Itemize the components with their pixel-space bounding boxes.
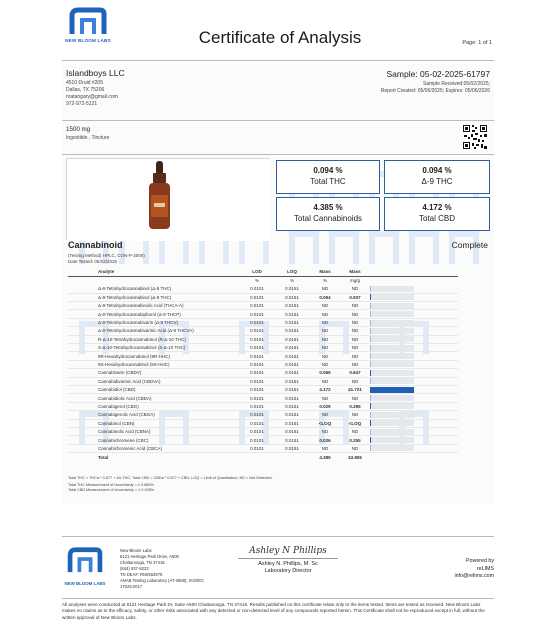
client-name: Islandboys LLC <box>66 68 125 78</box>
total-mg: 43.855 <box>348 454 362 460</box>
footer-logo-text: NEW BLOOM LABS <box>64 581 106 586</box>
loq-cell: 0.0151 <box>274 394 310 402</box>
table-row <box>68 385 458 393</box>
loq-cell: 0.0151 <box>274 310 310 318</box>
level-bar <box>370 345 371 351</box>
level-bar-bg <box>370 437 414 443</box>
table-total-row <box>68 453 458 461</box>
loq-cell: 0.0151 <box>274 285 310 293</box>
level-bar-bg <box>370 286 414 292</box>
analyte-cell: 9R-Hexahydrocannabinol (9R-HHC) <box>68 352 240 360</box>
table-row <box>68 344 458 352</box>
loq-cell: 0.0151 <box>274 402 310 410</box>
loq-cell: 0.0151 <box>274 427 310 435</box>
mass-mg-cell: 0.255 <box>340 436 370 444</box>
col-loq: LOQ <box>274 268 310 276</box>
level-bar-bg <box>370 303 414 309</box>
loq-cell: 0.0151 <box>274 344 310 352</box>
col-analyte: Analyte <box>68 268 240 276</box>
table-row <box>68 419 458 427</box>
level-bar <box>370 403 371 409</box>
loq-cell: 0.0151 <box>274 411 310 419</box>
signature-line <box>238 558 338 559</box>
powered-by-name: reLIMS <box>476 565 494 572</box>
loq-cell: 0.0151 <box>274 293 310 301</box>
report-body <box>62 64 494 504</box>
lab-logo <box>64 6 112 43</box>
loq-cell: 0.0151 <box>274 318 310 326</box>
client-phone: 972-972-5121 <box>66 101 98 107</box>
mass-pct-cell: 0.094 <box>310 293 340 301</box>
level-bar-cell <box>370 310 458 318</box>
mass-mg-cell: ND <box>340 444 370 452</box>
total-label: Total <box>98 454 109 460</box>
mass-mg-cell: 0.647 <box>340 369 370 377</box>
mass-mg-cell: ND <box>340 310 370 318</box>
level-bar-cell <box>370 394 458 402</box>
delta9-thc-label: Δ-9 THC <box>421 177 453 186</box>
mass-mg-cell: ND <box>340 285 370 293</box>
lod-cell: 0.0101 <box>240 344 274 352</box>
level-bar <box>370 378 371 384</box>
level-bar-cell <box>370 344 458 352</box>
mass-pct-cell: ND <box>310 377 340 385</box>
divider <box>62 60 494 61</box>
address-line: TN DEA#: RN0563975 <box>120 572 163 577</box>
level-bar <box>370 437 371 443</box>
level-bar-cell <box>370 436 458 444</box>
total-cbd-box <box>384 197 490 231</box>
analyte-cell: Δ-9-Tetrahydrocannabinol (Δ-9 THC) <box>68 293 240 301</box>
powered-by-email[interactable]: info@relims.com <box>454 573 494 579</box>
table-body <box>68 285 458 461</box>
table-notes <box>68 476 273 493</box>
report-dates: Report Created: 05/06/2025; Expires: 05/06/2026 <box>380 88 490 94</box>
loq-cell: 0.0151 <box>274 302 310 310</box>
loq-cell: 0.0151 <box>274 385 310 393</box>
analyte-cell: Cannabichromenic Acid (CBCA) <box>68 444 240 452</box>
mass-mg-cell: ND <box>340 352 370 360</box>
table-row <box>68 411 458 419</box>
table-row <box>68 394 458 402</box>
lab-logo-icon <box>66 546 104 574</box>
product-weight: 1500 mg <box>66 126 91 133</box>
total-thc-box <box>276 160 380 194</box>
level-bar <box>370 303 371 309</box>
level-bar-cell <box>370 419 458 427</box>
level-bar <box>370 328 371 334</box>
level-bar-bg <box>370 429 414 435</box>
lod-cell: 0.0101 <box>240 444 274 452</box>
total-cannabinoids-value: 4.385 % <box>313 203 343 212</box>
level-bar-cell <box>370 385 458 393</box>
total-cannabinoids-box <box>276 197 380 231</box>
mass-mg-cell: ND <box>340 411 370 419</box>
level-bar-cell <box>370 327 458 335</box>
table-row <box>68 352 458 360</box>
cannabinoid-table <box>68 268 458 461</box>
table-row <box>68 427 458 435</box>
lab-logo-icon <box>68 6 108 36</box>
level-bar <box>370 286 371 292</box>
delta9-thc-box <box>384 160 490 194</box>
level-bar-cell <box>370 411 458 419</box>
divider <box>62 120 494 121</box>
analyte-cell: Δ-9-Tetrahydrocannabivarin (Δ-9 THCV) <box>68 318 240 326</box>
mass-pct-cell: ND <box>310 310 340 318</box>
level-bar <box>370 294 371 300</box>
level-bar-cell <box>370 335 458 343</box>
total-pct: 4.385 <box>319 454 331 460</box>
analyte-cell: Cannabidiolic Acid (CBDA) <box>68 394 240 402</box>
lod-cell: 0.0101 <box>240 360 274 368</box>
level-bar-bg <box>370 370 414 376</box>
mass-pct-cell: 0.065 <box>310 369 340 377</box>
mass-mg-cell: ND <box>340 335 370 343</box>
product-info <box>66 126 109 141</box>
divider <box>62 536 494 537</box>
table-row <box>68 360 458 368</box>
footer-logo <box>62 546 108 586</box>
mass-pct-cell: ND <box>310 394 340 402</box>
product-type: Ingestible , Tincture <box>66 135 110 141</box>
page-number: Page: 1 of 1 <box>462 40 492 46</box>
mass-pct-cell: ND <box>310 318 340 326</box>
level-bar-cell <box>370 402 458 410</box>
analyte-cell: Cannabidiol (CBD) <box>68 385 240 393</box>
lab-logo-text: NEW BLOOM LABS <box>65 38 111 43</box>
level-bar-bg <box>370 328 414 334</box>
table-header-row <box>68 268 458 276</box>
lod-cell: 0.0101 <box>240 285 274 293</box>
level-bar-cell <box>370 293 458 301</box>
loq-cell: 0.0151 <box>274 444 310 452</box>
col-mass-pct: Mass <box>310 268 340 276</box>
mass-mg-cell: ND <box>340 377 370 385</box>
level-bar-cell <box>370 318 458 326</box>
lod-cell: 0.0101 <box>240 293 274 301</box>
lod-cell: 0.0101 <box>240 369 274 377</box>
mass-mg-cell: ND <box>340 427 370 435</box>
lod-cell: 0.0101 <box>240 310 274 318</box>
mass-pct-cell: ND <box>310 360 340 368</box>
table-row <box>68 318 458 326</box>
level-bar-cell <box>370 360 458 368</box>
lod-cell: 0.0101 <box>240 385 274 393</box>
lod-cell: 0.0101 <box>240 427 274 435</box>
mass-mg-cell: 0.937 <box>340 293 370 301</box>
signature-image: Ashley N Phillips <box>249 546 327 556</box>
mass-pct-cell: ND <box>310 335 340 343</box>
table-row <box>68 444 458 452</box>
disclaimer: All analyses were conducted at 6121 Heritage Park Dr, Suite A500 Chattanooga, TN 37416. Results published on this certificate relate only to the items tested. Items are tested as received. New Bloom Labs makes no claims as to the efficacy, safety, or other risks associated with any detected or non-detected level of any compounds reported herein. This Certificate shall not be reproduced except in full, without the written approval of New Bloom Labs. <box>62 602 485 620</box>
lab-address <box>120 548 204 590</box>
level-bar <box>370 311 371 317</box>
col-lod: LOD <box>240 268 274 276</box>
loq-cell: 0.0151 <box>274 327 310 335</box>
analyte-cell: Cannabigerol (CBG) <box>68 402 240 410</box>
level-bar-bg <box>370 378 414 384</box>
cannabinoid-heading: Cannabinoid <box>68 240 123 250</box>
level-bar-cell <box>370 352 458 360</box>
note-thc-uncertainty: Total THC Measurement of Uncertainty = ± 0.869% <box>68 483 154 487</box>
level-bar <box>370 387 414 393</box>
level-bar <box>370 445 371 451</box>
lod-cell: 0.0101 <box>240 335 274 343</box>
level-bar <box>370 412 371 418</box>
mass-pct-cell: <LOQ <box>310 419 340 427</box>
sample-received: Sample Received:05/02/2025; <box>423 81 490 87</box>
mass-pct-cell: ND <box>310 327 340 335</box>
table-row <box>68 402 458 410</box>
product-image <box>66 158 270 240</box>
page-title: Certificate of Analysis <box>198 28 362 47</box>
unit-lod: % <box>254 278 259 284</box>
powered-by <box>454 558 494 581</box>
level-bar <box>370 320 371 326</box>
mass-pct-cell: ND <box>310 285 340 293</box>
table-row <box>68 327 458 335</box>
analyte-cell: 9S-Hexahydrocannabinol (9S-HHC) <box>68 360 240 368</box>
total-cannabinoids-label: Total Cannabinoids <box>293 214 363 223</box>
note-formula: Total THC = THCa * 0.877 + Δ9-THC; Total CBD = CBDa * 0.877 + CBD; LOQ = Limit of Quantitation; ND = Not Detected. <box>68 476 273 480</box>
header <box>0 0 554 62</box>
analyte-cell: Δ-9-Tetrahydrocannabivarinic Acid (Δ-9 THCVA) <box>68 327 240 335</box>
level-bar-bg <box>370 412 414 418</box>
loq-cell: 0.0151 <box>274 419 310 427</box>
table-row <box>68 285 458 293</box>
lod-cell: 0.0101 <box>240 394 274 402</box>
mass-mg-cell: ND <box>340 344 370 352</box>
analyte-cell: R-Δ-10-Tetrahydrocannabinol (R-Δ-10 THC) <box>68 335 240 343</box>
lod-cell: 0.0101 <box>240 419 274 427</box>
client-info <box>66 68 125 108</box>
client-address2: Dallas, TX 75206 <box>66 87 105 93</box>
client-address1: 4510 Druid #205 <box>66 80 103 86</box>
qr-code-icon <box>462 124 488 150</box>
empty <box>274 453 310 461</box>
divider <box>62 154 494 155</box>
mass-pct-cell: ND <box>310 352 340 360</box>
mass-pct-cell: 0.029 <box>310 402 340 410</box>
level-bar-bg <box>370 387 414 393</box>
level-bar <box>370 336 371 342</box>
address-line: 17025:2017 <box>120 584 143 589</box>
level-bar <box>370 361 371 367</box>
level-bar-bg <box>370 445 414 451</box>
mass-mg-cell: <LOQ <box>340 419 370 427</box>
lod-cell: 0.0101 <box>240 327 274 335</box>
table-row <box>68 377 458 385</box>
analyte-cell: Cannabichromene (CBC) <box>68 436 240 444</box>
loq-cell: 0.0151 <box>274 335 310 343</box>
mass-mg-cell: ND <box>340 302 370 310</box>
address-line: ANAB Testing Laboratory (AT-2868); ISO/IEC <box>120 578 205 583</box>
table-row <box>68 436 458 444</box>
table-row <box>68 369 458 377</box>
analyte-cell: S-Δ-10-Tetrahydrocannabinol (S-Δ-10 THC) <box>68 344 240 352</box>
table-row <box>68 293 458 301</box>
mass-mg-cell: ND <box>340 318 370 326</box>
address-line: 6121 Heritage Park Drive, A500 <box>120 554 179 559</box>
mass-mg-cell: ND <box>340 327 370 335</box>
lod-cell: 0.0101 <box>240 411 274 419</box>
level-bar <box>370 370 371 376</box>
level-bar-bg <box>370 311 414 317</box>
level-bar <box>370 429 371 435</box>
testing-method: (Testing Method) HPLC, CON-P-3000) <box>68 253 145 258</box>
loq-cell: 0.0151 <box>274 352 310 360</box>
level-bar-bg <box>370 361 414 367</box>
level-bar <box>370 420 371 426</box>
address-line: New Bloom Labs <box>120 548 152 553</box>
empty <box>240 453 274 461</box>
unit-analyte <box>68 276 240 284</box>
level-bar-bg <box>370 336 414 342</box>
tincture-bottle-image <box>67 159 271 241</box>
level-bar-cell <box>370 302 458 310</box>
analyte-cell: Cannabivarin (CBDV) <box>68 369 240 377</box>
mass-mg-cell: ND <box>340 360 370 368</box>
lod-cell: 0.0101 <box>240 302 274 310</box>
unit-loq: % <box>289 278 294 284</box>
mass-mg-cell: 0.295 <box>340 402 370 410</box>
address-line: Chattanooga, TN 37416 <box>120 560 165 565</box>
level-bar-bg <box>370 353 414 359</box>
level-bar-bg <box>370 345 414 351</box>
client-email: roatangary@gmail.com <box>66 94 118 100</box>
unit-mass-mg: mg/g <box>349 278 360 284</box>
level-bar-bg <box>370 395 414 401</box>
cannabinoid-method <box>68 253 145 265</box>
table-units-row <box>68 276 458 284</box>
table-row <box>68 302 458 310</box>
signature-block <box>234 546 342 574</box>
lod-cell: 0.0101 <box>240 402 274 410</box>
mass-pct-cell: ND <box>310 427 340 435</box>
analyte-cell: Cannabigerolic Acid (CBGA) <box>68 411 240 419</box>
address-line: (844) 837-8223 <box>120 566 149 571</box>
mass-pct-cell: 0.026 <box>310 436 340 444</box>
level-bar <box>370 353 371 359</box>
sample-info <box>381 69 490 95</box>
col-bar <box>370 268 458 276</box>
table-row <box>68 310 458 318</box>
lod-cell: 0.0101 <box>240 318 274 326</box>
level-bar <box>370 395 371 401</box>
level-bar-bg <box>370 420 414 426</box>
loq-cell: 0.0151 <box>274 436 310 444</box>
level-bar-cell <box>370 285 458 293</box>
analyte-cell: Δ-9-Tetrahydrocannabinolic Acid (THCA-A) <box>68 302 240 310</box>
level-bar-cell <box>370 369 458 377</box>
mass-pct-cell: ND <box>310 344 340 352</box>
analyte-cell: Δ-8-Tetrahydrocannabinol (Δ-8 THC) <box>68 285 240 293</box>
lod-cell: 0.0101 <box>240 436 274 444</box>
director-name: Ashley N. Phillips, M. Sc <box>258 561 318 567</box>
loq-cell: 0.0151 <box>274 377 310 385</box>
lod-cell: 0.0101 <box>240 377 274 385</box>
analyte-cell: Cannabinolic Acid (CBNA) <box>68 427 240 435</box>
director-role: Laboratory Director <box>264 568 312 574</box>
mass-pct-cell: ND <box>310 302 340 310</box>
mass-mg-cell: 41.721 <box>340 385 370 393</box>
loq-cell: 0.0151 <box>274 360 310 368</box>
mass-pct-cell: ND <box>310 444 340 452</box>
cannabinoid-status: Complete <box>451 240 488 250</box>
mass-mg-cell: ND <box>340 394 370 402</box>
delta9-thc-value: 0.094 % <box>422 166 452 175</box>
mass-pct-cell: ND <box>310 411 340 419</box>
sample-id: Sample: 05-02-2025-61797 <box>386 69 490 79</box>
unit-mass-pct: % <box>322 278 327 284</box>
date-tested: Date Tested: 05/02/2025 <box>68 259 117 264</box>
analyte-cell: Cannabidivarinic Acid (CBDVA) <box>68 377 240 385</box>
analyte-cell: Cannabinol (CBN) <box>68 419 240 427</box>
total-thc-label: Total THC <box>310 177 346 186</box>
mass-pct-cell: 4.172 <box>310 385 340 393</box>
total-thc-value: 0.094 % <box>313 166 343 175</box>
level-bar-bg <box>370 320 414 326</box>
powered-by-label: Powered by <box>466 558 494 564</box>
divider <box>62 598 494 599</box>
footer <box>62 540 494 596</box>
level-bar-bg <box>370 294 414 300</box>
total-cbd-label: Total CBD <box>418 214 455 223</box>
level-bar-bg <box>370 403 414 409</box>
loq-cell: 0.0151 <box>274 369 310 377</box>
level-bar-cell <box>370 427 458 435</box>
lod-cell: 0.0101 <box>240 352 274 360</box>
total-cbd-value: 4.172 % <box>422 203 452 212</box>
level-bar-cell <box>370 444 458 452</box>
col-mass-mg: Mass <box>340 268 370 276</box>
table-row <box>68 335 458 343</box>
note-cbd-uncertainty: Total CBD Measurement of Uncertainty = ± 2.005% <box>68 488 155 492</box>
analyte-cell: Δ-9-Tetrahydrocannabiphorol (Δ-9 THCP) <box>68 310 240 318</box>
level-bar-cell <box>370 377 458 385</box>
